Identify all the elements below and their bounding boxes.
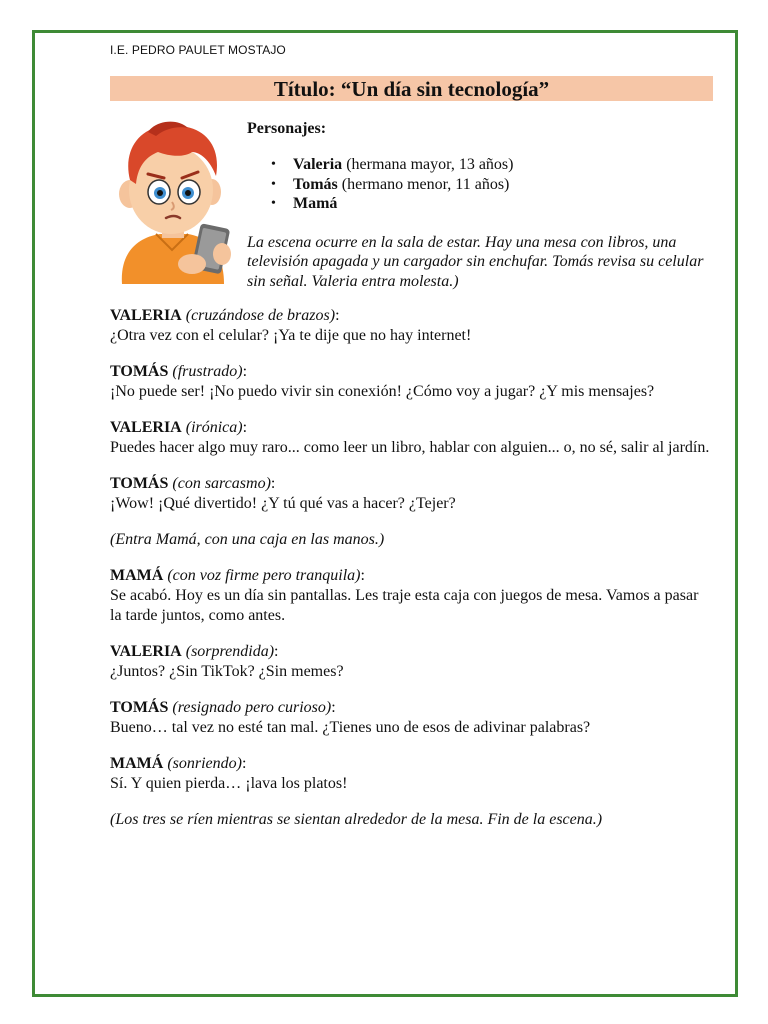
dialogue-line: TOMÁS (resignado pero curioso): Bueno… tal vez no esté tan mal. ¿Tienes uno de esos de adivinar palabras?	[110, 699, 591, 736]
line-text: Se acabó. Hoy es un día sin pantallas. Les traje esta caja con juegos de mesa. Vamos a pasar la tarde juntos, como antes.	[110, 587, 699, 624]
school-name: I.E. PEDRO PAULET MOSTAJO	[110, 43, 286, 57]
dialogue-line: VALERIA (sorprendida): ¿Juntos? ¿Sin TikTok? ¿Sin memes?	[110, 643, 344, 680]
page-title: Título: “Un día sin tecnología”	[110, 76, 713, 101]
line-text: Puedes hacer algo muy raro... como leer un libro, hablar con alguien... o, no sé, salir al jardín.	[110, 439, 710, 456]
character-name: Mamá	[293, 195, 338, 212]
speaker: TOMÁS	[110, 699, 169, 716]
speaker: MAMÁ	[110, 567, 164, 584]
list-item	[271, 175, 717, 195]
speaker: TOMÁS	[110, 475, 169, 492]
stage-direction: (frustrado)	[172, 363, 243, 380]
scene-description: La escena ocurre en la sala de estar. Hay una mesa con libros, una televisión apagada y un cargador sin enchufar. Tomás revisa su celular sin señal. Valeria entra molesta.)	[247, 233, 704, 290]
stage-direction: (resignado pero curioso)	[172, 699, 332, 716]
stage-note: (Entra Mamá, con una caja en las manos.)	[110, 531, 385, 548]
line-text: ¡No puede ser! ¡No puedo vivir sin conexión! ¿Cómo voy a jugar? ¿Y mis mensajes?	[110, 383, 655, 400]
stage-direction: (sonriendo)	[167, 755, 242, 772]
dialogue-line: VALERIA (cruzándose de brazos): ¿Otra vez con el celular? ¡Ya te dije que no hay internet!	[110, 307, 472, 344]
line-text: Bueno… tal vez no esté tan mal. ¿Tienes uno de esos de adivinar palabras?	[110, 719, 591, 736]
character-detail: (hermano menor, 11 años)	[337, 175, 510, 193]
list-item	[271, 155, 717, 175]
intro-section	[247, 119, 717, 291]
dialogue-line: MAMÁ (sonriendo): Sí. Y quien pierda… ¡lava los platos!	[110, 755, 348, 792]
characters-label: Personajes:	[247, 120, 327, 137]
dialogue-line: TOMÁS (con sarcasmo): ¡Wow! ¡Qué divertido! ¿Y tú qué vas a hacer? ¿Tejer?	[110, 475, 456, 512]
character-name: Tomás	[293, 175, 338, 193]
speaker: VALERIA	[110, 643, 182, 660]
boy-with-phone-icon	[108, 118, 236, 284]
speaker: VALERIA	[110, 419, 182, 436]
character-detail: (hermana mayor, 13 años)	[342, 156, 514, 173]
stage-direction: (irónica)	[185, 419, 243, 436]
line-text: ¿Juntos? ¿Sin TikTok? ¿Sin memes?	[110, 663, 344, 680]
speaker: VALERIA	[110, 307, 182, 324]
stage-direction: (cruzándose de brazos)	[185, 307, 336, 324]
line-text: ¿Otra vez con el celular? ¡Ya te dije que no hay internet!	[110, 327, 472, 344]
dialogue	[110, 306, 710, 846]
dialogue-line: TOMÁS (frustrado): ¡No puede ser! ¡No puedo vivir sin conexión! ¿Cómo voy a jugar? ¿Y mis mensajes?	[110, 363, 655, 400]
line-text: ¡Wow! ¡Qué divertido! ¿Y tú qué vas a hacer? ¿Tejer?	[110, 495, 456, 512]
stage-direction: (sorprendida)	[185, 643, 275, 660]
stage-note: (Los tres se ríen mientras se sientan alrededor de la mesa. Fin de la escena.)	[110, 811, 603, 828]
characters-list	[247, 155, 717, 214]
dialogue-line: VALERIA (irónica): Puedes hacer algo muy raro... como leer un libro, hablar con alguien... o, no sé, salir al jardín.	[110, 419, 710, 456]
line-text: Sí. Y quien pierda… ¡lava los platos!	[110, 775, 348, 792]
speaker: TOMÁS	[110, 363, 169, 380]
stage-direction: (con voz firme pero tranquila)	[167, 567, 361, 584]
dialogue-line: MAMÁ (con voz firme pero tranquila): Se acabó. Hoy es un día sin pantallas. Les traje esta caja con juegos de mesa. Vamos a pasar la tarde juntos, como antes.	[110, 567, 699, 624]
character-name: Valeria	[293, 156, 343, 173]
speaker: MAMÁ	[110, 755, 164, 772]
list-item	[271, 194, 717, 214]
stage-direction: (con sarcasmo)	[172, 475, 271, 492]
